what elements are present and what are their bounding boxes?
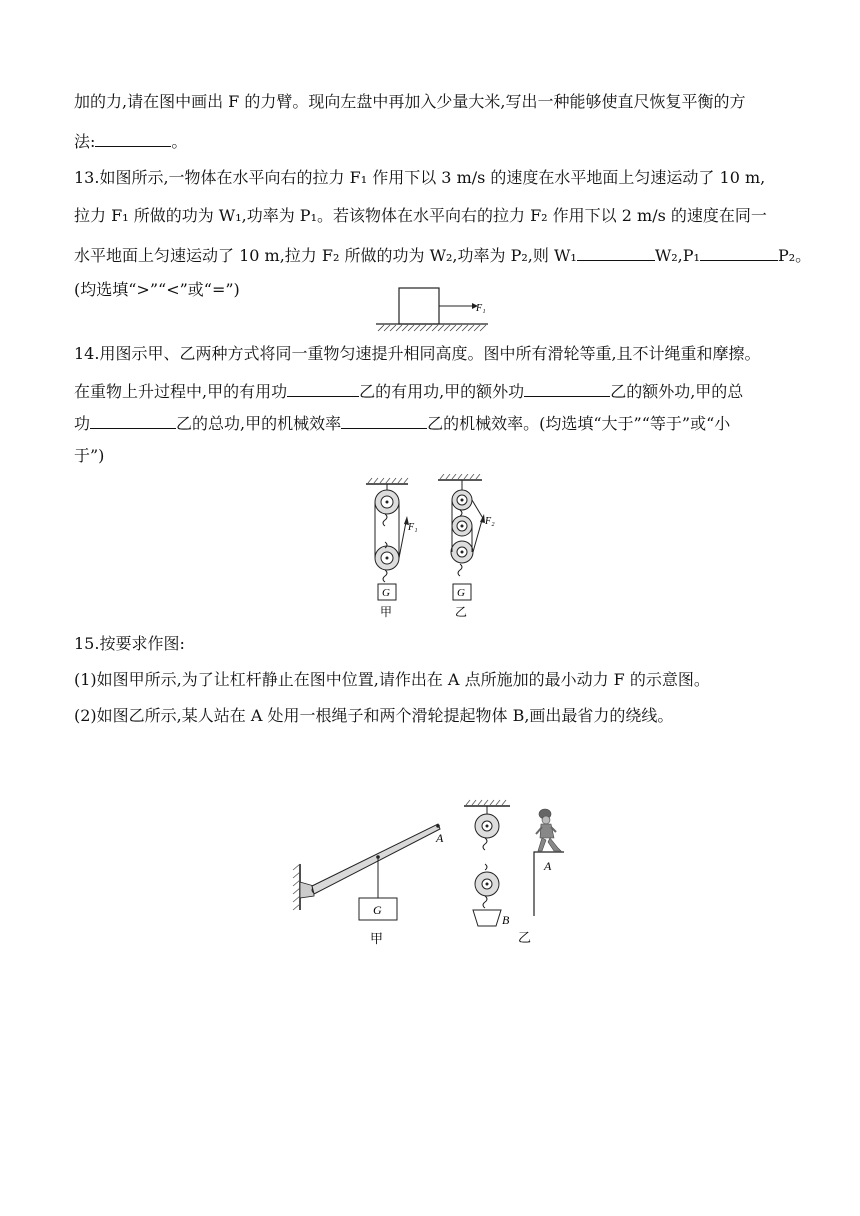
block	[399, 288, 439, 324]
q13-line-3-text-b: W₂,P₁	[654, 246, 700, 265]
q12-line-2-text-b: 。	[171, 132, 188, 151]
q14-line-3-text-a: 功	[74, 414, 91, 433]
q14-line-4: 于”)	[74, 446, 105, 465]
force-label-yi: F₂	[485, 516, 495, 527]
q14-line-1: 14.用图示甲、乙两种方式将同一重物匀速提升相同高度。图中所有滑轮等重,且不计绳重和摩擦。	[74, 344, 761, 363]
q14-line-2	[74, 380, 743, 402]
weight-label-lever: G	[373, 903, 382, 917]
answer-blank[interactable]	[524, 380, 610, 397]
q13-line-3-text-a: 水平地面上匀速运动了 10 m,拉力 F₂ 所做的功为 W₂,功率为 P₂,则 W₁	[74, 246, 577, 265]
answer-blank[interactable]	[287, 380, 359, 397]
caption-yi: 乙	[455, 605, 468, 619]
q15-part-2: (2)如图乙所示,某人站在 A 处用一根绳子和两个滑轮提起物体 B,画出最省力的绕线。	[74, 706, 674, 725]
q15-figure	[292, 798, 578, 954]
answer-blank[interactable]	[95, 130, 171, 147]
caption-jia: 甲	[370, 931, 384, 946]
answer-blank[interactable]	[700, 244, 778, 261]
pulley-system-jia	[366, 478, 418, 619]
q14-pulley-figure	[354, 474, 514, 622]
q12-line-2	[74, 130, 187, 152]
lever-point-label: A	[436, 831, 444, 845]
q13-block-figure	[372, 284, 492, 334]
weight-label-jia: G	[382, 587, 390, 599]
q14-line-2-text-b: 乙的有用功,甲的额外功	[359, 382, 525, 401]
person-icon	[536, 809, 561, 851]
force-label: F₁	[476, 303, 486, 314]
q14-line-3-text-b: 乙的总功,甲的机械效率	[176, 414, 342, 433]
q15-part-1: (1)如图甲所示,为了让杠杆静止在图中位置,请作出在 A 点所施加的最小动力 F 的示意图。	[74, 670, 710, 689]
q14-line-2-text-c: 乙的额外功,甲的总	[610, 382, 744, 401]
answer-blank[interactable]	[341, 412, 427, 429]
q12-line-1: 加的力,请在图中画出 F 的力臂。现向左盘中再加入少量大米,写出一种能够使直尺恢复平衡的方	[74, 92, 746, 111]
lever-bar	[312, 824, 440, 894]
q13-line-2: 拉力 F₁ 所做的功为 W₁,功率为 P₁。若该物体在水平向右的拉力 F₂ 作用下以 2 m/s 的速度在同一	[74, 206, 767, 225]
caption-yi: 乙	[518, 930, 532, 945]
person-point-label: A	[544, 859, 552, 873]
q13-line-4: (均选填“>”“<”或“=”)	[74, 280, 240, 299]
answer-blank[interactable]	[90, 412, 176, 429]
caption-jia: 甲	[380, 605, 393, 619]
q14-line-3	[74, 412, 730, 434]
pulley-system-yi	[438, 474, 495, 619]
ground-hatch	[378, 325, 486, 331]
force-label-jia: F₁	[408, 522, 418, 533]
q14-line-3-text-c: 乙的机械效率。(均选填“大于”“等于”或“小	[427, 414, 731, 433]
q12-line-2-text-a: 法:	[74, 132, 96, 151]
weight-label-yi: G	[457, 587, 465, 599]
object-label: B	[502, 913, 510, 927]
answer-blank[interactable]	[577, 244, 655, 261]
pulley-figure-yi	[464, 800, 564, 945]
lever-figure-jia	[293, 824, 444, 946]
q14-line-2-text-a: 在重物上升过程中,甲的有用功	[74, 382, 288, 401]
q15-title: 15.按要求作图:	[74, 634, 185, 653]
q13-line-3-text-c: P₂。	[777, 246, 812, 265]
q13-line-3	[74, 244, 811, 266]
q13-line-1: 13.如图所示,一物体在水平向右的拉力 F₁ 作用下以 3 m/s 的速度在水平地面上匀速运动了 10 m,	[74, 168, 766, 187]
object-bucket	[473, 910, 501, 926]
